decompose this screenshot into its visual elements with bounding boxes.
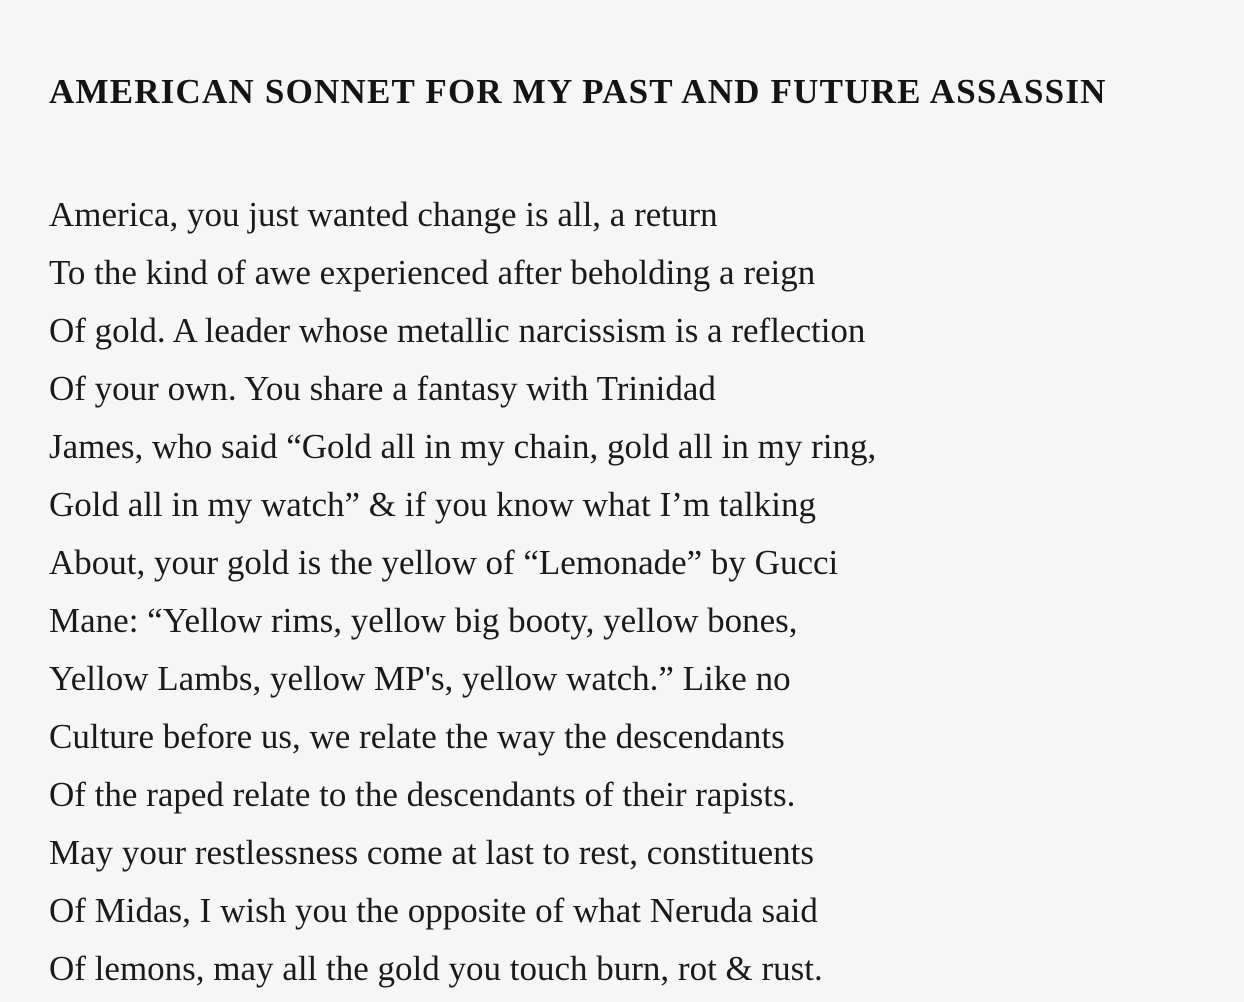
poem-body: [49, 186, 1244, 998]
poem-line: Yellow Lambs, yellow MP's, yellow watch.” Like no: [49, 659, 791, 698]
poem-line: Of your own. You share a fantasy with Trinidad: [49, 369, 716, 408]
poem-line: About, your gold is the yellow of “Lemonade” by Gucci: [49, 543, 839, 582]
poem-line: To the kind of awe experienced after beholding a reign: [49, 253, 816, 292]
poem-line: James, who said “Gold all in my chain, gold all in my ring,: [49, 427, 877, 466]
poem-line: Gold all in my watch” & if you know what I’m talking: [49, 485, 816, 524]
poem-line: Of the raped relate to the descendants of their rapists.: [49, 775, 796, 814]
poem-line: America, you just wanted change is all, a return: [49, 195, 718, 234]
poem-line: Culture before us, we relate the way the descendants: [49, 717, 785, 756]
poem-title: AMERICAN SONNET FOR MY PAST AND FUTURE ASSASSIN: [49, 72, 1107, 111]
poem-line: Of lemons, may all the gold you touch burn, rot & rust.: [49, 949, 823, 988]
poem-line: May your restlessness come at last to rest, constituents: [49, 833, 814, 872]
poem-line: Of gold. A leader whose metallic narcissism is a reflection: [49, 311, 866, 350]
poem-line: Mane: “Yellow rims, yellow big booty, yellow bones,: [49, 601, 798, 640]
poem-line: Of Midas, I wish you the opposite of what Neruda said: [49, 891, 818, 930]
